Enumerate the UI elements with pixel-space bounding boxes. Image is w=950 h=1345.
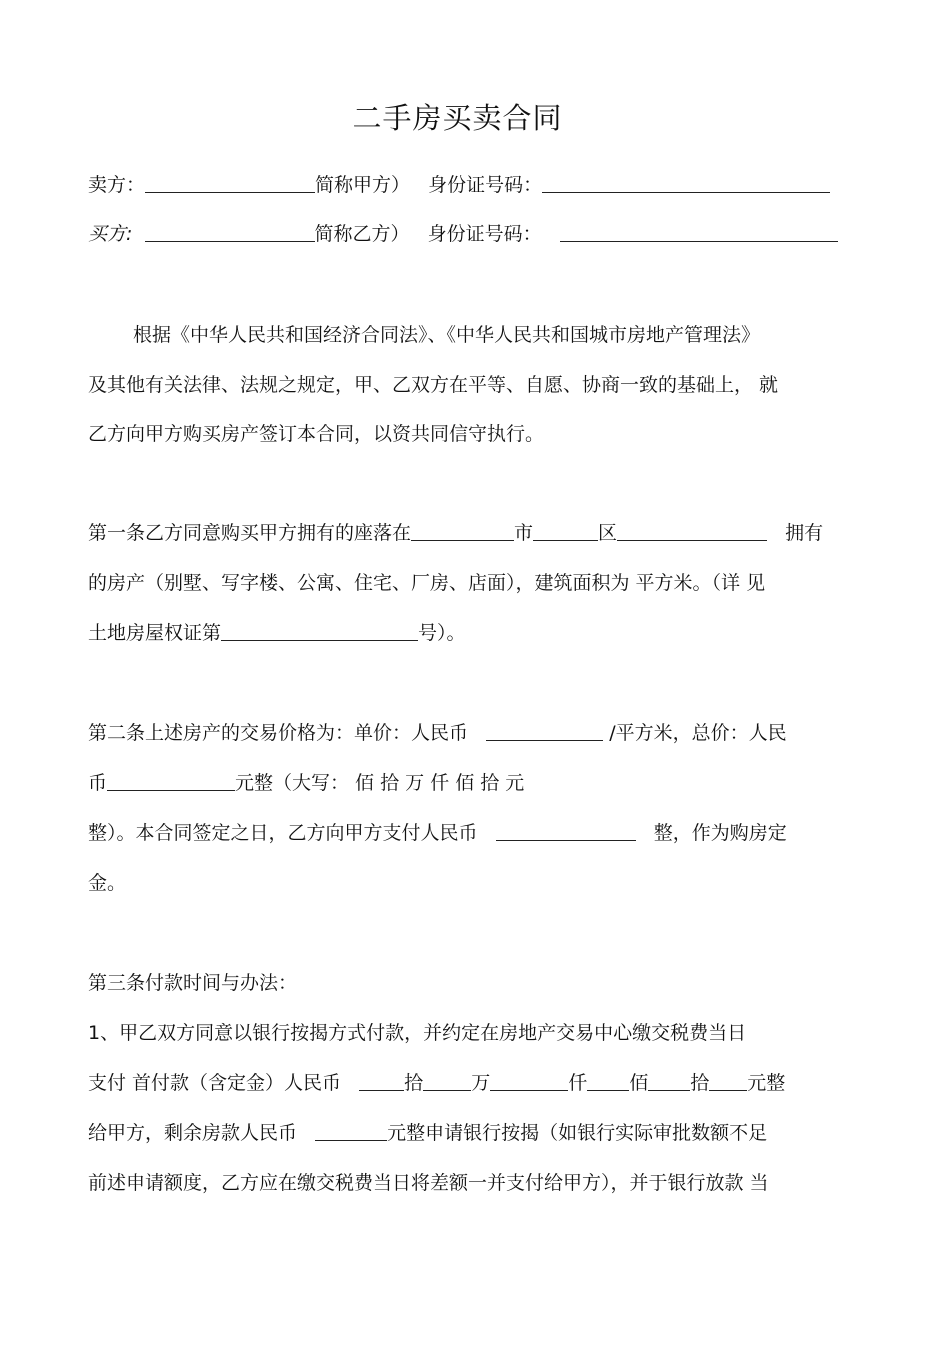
seller-alias: 简称甲方）: [315, 174, 411, 196]
seller-label: 卖方：: [88, 174, 146, 196]
article3-unit-shi-1: 拾: [404, 1072, 424, 1094]
article1-city-blank: [533, 522, 598, 541]
article3-line-4: 前述申请额度，乙方应在缴交税费当日将差额一并支付给甲方），并于银行放款 当: [88, 1172, 769, 1194]
article3-unit-bai: 佰: [629, 1072, 649, 1094]
seller-name-blank: [145, 174, 315, 193]
article2-line-2: [88, 770, 524, 796]
article3-line-2: [88, 1070, 785, 1096]
article3-blank-1: [359, 1072, 404, 1091]
document-title: 二手房买卖合同: [352, 101, 563, 135]
article3-blank-5: [648, 1072, 690, 1091]
article2-total-label: /平方米，总价：人民: [609, 722, 787, 744]
article2-currency: 币: [88, 772, 108, 794]
buyer-name-blank: [145, 223, 315, 242]
buyer-id-blank: [560, 223, 838, 242]
article1-location-blank: [411, 522, 514, 541]
article1-line-3: [88, 620, 466, 646]
article3-unit-wan: 万: [471, 1072, 491, 1094]
intro-line-3: 乙方向甲方购买房产签订本合同，以资共同信守执行。: [88, 423, 545, 445]
article2-deposit-label: 整）。本合同签定之日，乙方向甲方支付人民币: [88, 822, 478, 844]
article1-cert-blank: [221, 622, 418, 641]
article1-text-a: 第一条乙方同意购买甲方拥有的座落在: [88, 522, 412, 544]
seller-line: [88, 172, 830, 198]
article3-blank-2: [423, 1072, 471, 1091]
article3-unit-yuan: 元整: [747, 1072, 786, 1094]
intro-line-2: 及其他有关法律、法规之规定，甲、乙双方在平等、自愿、协商一致的基础上， 就: [88, 374, 779, 396]
article3-blank-3: [490, 1072, 568, 1091]
buyer-alias: 简称乙方）: [314, 223, 410, 245]
article3-remaining-suffix: 元整申请银行按揭（如银行实际审批数额不足: [387, 1122, 768, 1144]
article1-cert-suffix: 号）。: [418, 622, 466, 644]
article3-line-1: 1、甲乙双方同意以银行按揭方式付款，并约定在房地产交易中心缴交税费当日: [88, 1022, 747, 1044]
article1-line-1: [88, 520, 823, 546]
article1-cert-label: 土地房屋权证第: [88, 622, 222, 644]
article3-heading: 第三条付款时间与办法：: [88, 972, 298, 994]
article3-remaining-blank: [315, 1122, 387, 1141]
buyer-line: [88, 221, 838, 247]
article2-deposit-suffix: 整，作为购房定: [653, 822, 787, 844]
article3-unit-shi-2: 拾: [690, 1072, 710, 1094]
intro-line-1: 根据《中华人民共和国经济合同法》、《中华人民共和国城市房地产管理法》: [133, 324, 761, 346]
article3-blank-4: [587, 1072, 629, 1091]
article2-words: 元整（大写： 佰 拾 万 仟 佰 拾 元: [235, 772, 525, 794]
article2-unit-price-blank: [486, 722, 603, 741]
article1-text-d: 拥有: [785, 522, 824, 544]
article3-blank-6: [709, 1072, 747, 1091]
article2-line-1: [88, 720, 787, 746]
article2-total-blank: [107, 772, 235, 791]
buyer-id-label: 身份证号码：: [427, 223, 542, 245]
article3-unit-qian: 仟: [568, 1072, 588, 1094]
article3-line-3: [88, 1120, 767, 1146]
article1-city: 市: [514, 522, 534, 544]
seller-id-label: 身份证号码：: [428, 174, 543, 196]
article2-line-3: [88, 820, 787, 846]
article2-line-4: 金。: [88, 872, 127, 894]
article3-downpayment-label: 支付 首付款（含定金）人民币: [88, 1072, 342, 1094]
article1-line-2: 的房产（别墅、写字楼、公寓、住宅、厂房、店面），建筑面积为 平方米。（详 见: [88, 572, 766, 594]
article1-district: 区: [598, 522, 618, 544]
buyer-label: 买方:: [88, 223, 133, 245]
article3-remaining-label: 给甲方，剩余房款人民币: [88, 1122, 298, 1144]
article1-district-blank: [617, 522, 767, 541]
article2-price-label: 第二条上述房产的交易价格为：单价：人民币: [88, 722, 469, 744]
article2-deposit-blank: [496, 822, 636, 841]
seller-id-blank: [542, 174, 830, 193]
